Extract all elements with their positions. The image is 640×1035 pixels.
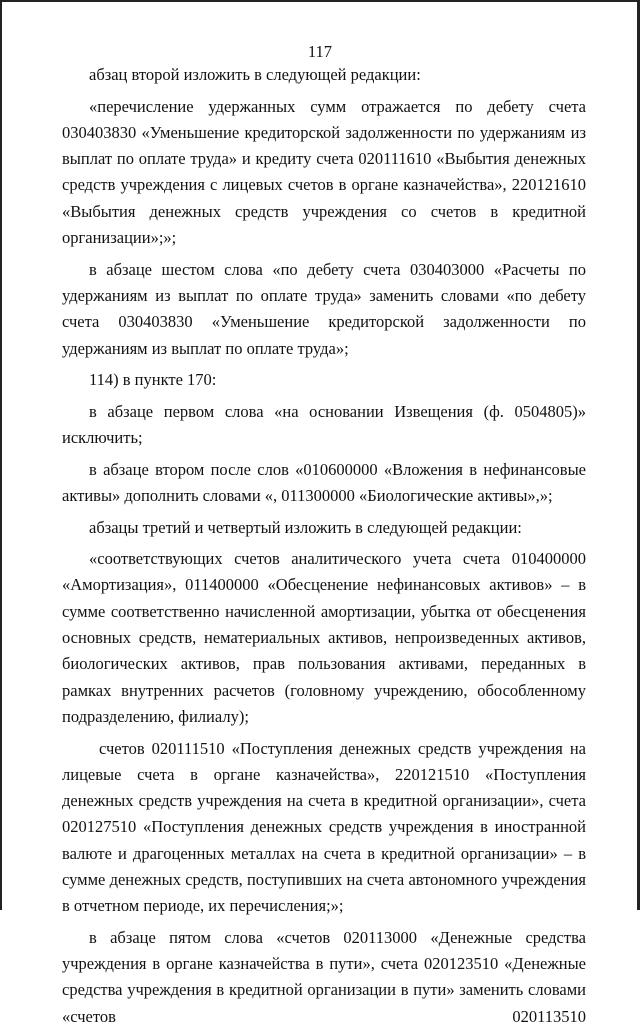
paragraph-6: в абзаце втором после слов «010600000 «Вложения в нефинансовые активы» дополнить словами «, 011300000 «Биологические активы»,»; <box>62 459 586 505</box>
page-number: 117 <box>307 42 333 61</box>
document-body <box>62 62 586 1035</box>
paragraph-3: в абзаце шестом слова «по дебету счета 030403000 «Расчеты по удержаниям из выплат по оплате труда» заменить словами «по дебету счета 030403830 «Уменьшение кредиторской задолженности по удержаниям из выплат по оплате труда»; <box>62 259 586 358</box>
paragraph-10: в абзаце пятом слова «счетов 020113000 «Денежные средства учреждения в органе казначейства в пути», счета 020123510 «Денежные средства учреждения в кредитной организации в пути» заменить словами «счетов 020113510 <box>62 927 586 1026</box>
paragraph-9: счетов 020111510 «Поступления денежных средств учреждения на лицевые счета в органе казначейства», 220121510 «Поступления денежных средств учреждения на счета в кредитной организации», счета 020127510 «Поступления денежных средств учреждения в иностранной валюте и драгоценных металлах на счета в кредитной организации» – в сумме денежных средств, поступивших на счета автономного учреждения в отчетном периоде, их перечисления;»; <box>62 738 586 916</box>
paragraph-8: «соответствующих счетов аналитического учета счета 010400000 «Амортизация», 011400000 «Обесценение нефинансовых активов» – в сумме соответственно начисленной амортизации, убытка от обесценения основных средств, нематериальных активов, непроизведенных активов, биологических активов, прав пользования активами, переданных в рамках внутренних расчетов (головному учреждению, обособленному подразделению, филиалу); <box>62 549 586 726</box>
paragraph-7: абзацы третий и четвертый изложить в следующей редакции: <box>89 517 522 537</box>
paragraph-1: абзац второй изложить в следующей редакции: <box>89 65 421 84</box>
scan-border-top <box>0 0 640 2</box>
paragraph-4: 114) в пункте 170: <box>89 370 217 390</box>
scan-border-left <box>0 0 2 910</box>
paragraph-5: в абзаце первом слова «на основании Извещения (ф. 0504805)» исключить; <box>62 401 586 448</box>
paragraph-2: «перечисление удержанных сумм отражается по дебету счета 030403830 «Уменьшение кредиторской задолженности по удержаниям из выплат по оплате труда» и кредиту счета 020111610 «Выбытия денежных средств учреждения с лицевых счетов в органе казначейства», 220121610 «Выбытия денежных средств учреждения со счетов в кредитной организации»;»; <box>62 96 586 248</box>
